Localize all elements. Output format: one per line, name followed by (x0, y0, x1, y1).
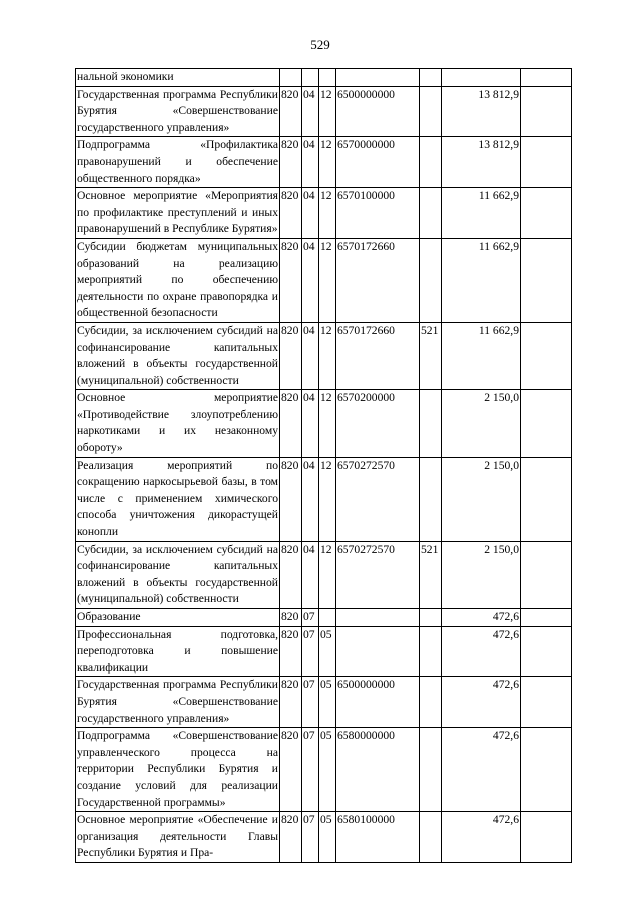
subsection-code: 12 (319, 188, 336, 239)
row-name: Субсидии, за исключением субсидий на софинансирование капитальных вложений в объекты государственной (муниципальной) собственности (76, 541, 280, 608)
target-article-code: 6570272570 (336, 541, 420, 608)
expense-type-code: 521 (420, 541, 442, 608)
amount: 13 812,9 (442, 137, 521, 188)
expense-type-code (420, 626, 442, 677)
row-name: Субсидии бюджетам муниципальных образований на реализацию мероприятий по обеспечению деятельности по охране правопорядка и общественной безопасности (76, 238, 280, 322)
ministry-code: 820 (280, 728, 302, 812)
amount: 472,6 (442, 677, 521, 728)
amount: 472,6 (442, 609, 521, 627)
amount (442, 69, 521, 87)
expense-type-code: 521 (420, 322, 442, 389)
row-name: нальной экономики (76, 69, 280, 87)
target-article-code: 6580100000 (336, 812, 420, 863)
section-code: 04 (302, 457, 319, 541)
row-name: Государственная программа Республики Бурятия «Совершенствование государственного управления» (76, 86, 280, 137)
extra-column (521, 322, 572, 389)
extra-column (521, 86, 572, 137)
target-article-code (336, 609, 420, 627)
subsection-code (319, 609, 336, 627)
amount: 11 662,9 (442, 238, 521, 322)
expense-type-code (420, 609, 442, 627)
target-article-code: 6570100000 (336, 188, 420, 239)
ministry-code: 820 (280, 457, 302, 541)
subsection-code: 12 (319, 86, 336, 137)
extra-column (521, 677, 572, 728)
extra-column (521, 626, 572, 677)
expense-type-code (420, 457, 442, 541)
row-name: Образование (76, 609, 280, 627)
table-row (76, 188, 572, 239)
amount: 2 150,0 (442, 390, 521, 457)
target-article-code (336, 69, 420, 87)
extra-column (521, 457, 572, 541)
table-row (76, 322, 572, 389)
row-name: Основное мероприятие «Противодействие злоупотреблению наркотиками и их незаконному обороту» (76, 390, 280, 457)
row-name: Профессиональная подготовка, переподготовка и повышение квалификации (76, 626, 280, 677)
table-body (76, 69, 572, 863)
section-code: 07 (302, 812, 319, 863)
target-article-code: 6570172660 (336, 238, 420, 322)
amount: 2 150,0 (442, 541, 521, 608)
amount: 472,6 (442, 626, 521, 677)
extra-column (521, 188, 572, 239)
table-row (76, 812, 572, 863)
row-name: Подпрограмма «Профилактика правонарушений и обеспечение общественного порядка» (76, 137, 280, 188)
table-row (76, 541, 572, 608)
table-row (76, 69, 572, 87)
ministry-code: 820 (280, 188, 302, 239)
subsection-code: 05 (319, 626, 336, 677)
expense-type-code (420, 677, 442, 728)
section-code (302, 69, 319, 87)
target-article-code (336, 626, 420, 677)
subsection-code: 05 (319, 728, 336, 812)
expense-type-code (420, 69, 442, 87)
amount: 11 662,9 (442, 322, 521, 389)
table-row (76, 238, 572, 322)
section-code: 04 (302, 137, 319, 188)
extra-column (521, 812, 572, 863)
table-row (76, 86, 572, 137)
ministry-code (280, 69, 302, 87)
extra-column (521, 238, 572, 322)
section-code: 04 (302, 322, 319, 389)
extra-column (521, 137, 572, 188)
target-article-code: 6570172660 (336, 322, 420, 389)
extra-column (521, 728, 572, 812)
ministry-code: 820 (280, 238, 302, 322)
section-code: 04 (302, 86, 319, 137)
section-code: 07 (302, 677, 319, 728)
subsection-code: 12 (319, 137, 336, 188)
subsection-code (319, 69, 336, 87)
section-code: 04 (302, 188, 319, 239)
ministry-code: 820 (280, 86, 302, 137)
subsection-code: 05 (319, 677, 336, 728)
ministry-code: 820 (280, 626, 302, 677)
ministry-code: 820 (280, 322, 302, 389)
expense-type-code (420, 812, 442, 863)
section-code: 04 (302, 238, 319, 322)
subsection-code: 05 (319, 812, 336, 863)
expense-type-code (420, 137, 442, 188)
amount: 2 150,0 (442, 457, 521, 541)
row-name: Основное мероприятие «Мероприятия по профилактике преступлений и иных правонарушений в Республике Бурятия» (76, 188, 280, 239)
amount: 472,6 (442, 728, 521, 812)
expense-type-code (420, 238, 442, 322)
amount: 13 812,9 (442, 86, 521, 137)
row-name: Государственная программа Республики Бурятия «Совершенствование государственного управления» (76, 677, 280, 728)
section-code: 07 (302, 626, 319, 677)
target-article-code: 6570272570 (336, 457, 420, 541)
extra-column (521, 69, 572, 87)
extra-column (521, 541, 572, 608)
row-name: Основное мероприятие «Обеспечение и организация деятельности Главы Республики Бурятия и Пра- (76, 812, 280, 863)
table-row (76, 137, 572, 188)
section-code: 04 (302, 541, 319, 608)
table-row (76, 457, 572, 541)
table-row (76, 677, 572, 728)
target-article-code: 6500000000 (336, 677, 420, 728)
table-row (76, 626, 572, 677)
ministry-code: 820 (280, 541, 302, 608)
expense-type-code (420, 728, 442, 812)
section-code: 04 (302, 390, 319, 457)
amount: 472,6 (442, 812, 521, 863)
extra-column (521, 390, 572, 457)
table-row (76, 728, 572, 812)
target-article-code: 6580000000 (336, 728, 420, 812)
expense-type-code (420, 86, 442, 137)
ministry-code: 820 (280, 390, 302, 457)
expense-type-code (420, 188, 442, 239)
subsection-code: 12 (319, 390, 336, 457)
row-name: Реализация мероприятий по сокращению наркосырьевой базы, в том числе с применением химического способа уничтожения дикорастущей конопли (76, 457, 280, 541)
expense-type-code (420, 390, 442, 457)
target-article-code: 6570000000 (336, 137, 420, 188)
row-name: Подпрограмма «Совершенствование управленческого процесса на территории Республики Бурятия и создание условий для реализации Государственной программы» (76, 728, 280, 812)
amount: 11 662,9 (442, 188, 521, 239)
subsection-code: 12 (319, 322, 336, 389)
section-code: 07 (302, 609, 319, 627)
budget-table (75, 68, 572, 863)
ministry-code: 820 (280, 812, 302, 863)
row-name: Субсидии, за исключением субсидий на софинансирование капитальных вложений в объекты государственной (муниципальной) собственности (76, 322, 280, 389)
table-row (76, 390, 572, 457)
ministry-code: 820 (280, 609, 302, 627)
subsection-code: 12 (319, 238, 336, 322)
table-row (76, 609, 572, 627)
ministry-code: 820 (280, 677, 302, 728)
extra-column (521, 609, 572, 627)
page-number: 529 (310, 37, 330, 52)
section-code: 07 (302, 728, 319, 812)
target-article-code: 6500000000 (336, 86, 420, 137)
subsection-code: 12 (319, 541, 336, 608)
subsection-code: 12 (319, 457, 336, 541)
target-article-code: 6570200000 (336, 390, 420, 457)
ministry-code: 820 (280, 137, 302, 188)
